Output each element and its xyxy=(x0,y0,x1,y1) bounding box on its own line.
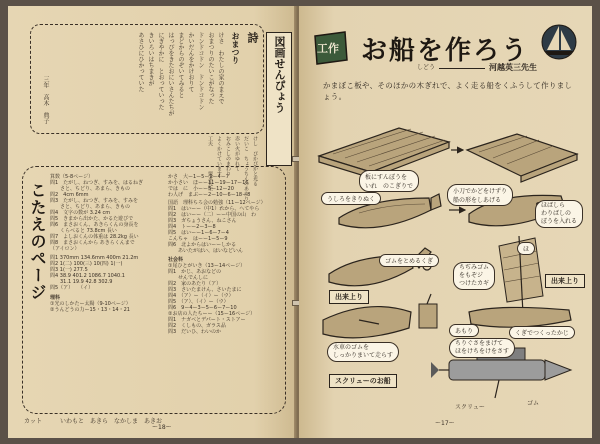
poem-line: おまつりのたいこがなった xyxy=(207,32,214,104)
answer-line: 理科 xyxy=(50,295,61,301)
answer-line: 問3 だいひ、わいのか xyxy=(168,329,221,335)
dekiagari-label-2: 出来上り xyxy=(545,274,585,288)
answer-line: 31.1 19.9 42.8 302.9 xyxy=(50,279,113,285)
answer-line: 問8 まさおくんから あきらくんまで xyxy=(50,240,135,246)
answer-line: 問3 1(一) 277.5 xyxy=(50,267,88,273)
answer-line: 問2 くしもの、ガラス品 xyxy=(168,323,226,329)
review-line: 赤い火がゆれて xyxy=(234,136,240,171)
page-title: お船を作ろう xyxy=(361,36,530,66)
screw-part-label: スクリュー xyxy=(455,404,485,411)
poem-line: まどからのぞいてみると xyxy=(177,32,184,98)
answer-line: ①尾ひとがいき（13ー14ページ） xyxy=(168,263,246,269)
poem-title: おまつり xyxy=(231,32,240,64)
booklet-spread xyxy=(8,6,592,438)
poem-line: きいろいはちまきが xyxy=(147,32,154,86)
answer-line: ②うんどうの力ー15・13・14・21 xyxy=(50,307,130,313)
review-line: けし ぴかぴかと光る xyxy=(252,136,258,186)
poem-line: にぎやかに とおっていった xyxy=(157,32,164,110)
gom-label: ゴム xyxy=(527,400,540,407)
answer-line: ②お店の人たちーー（15ー16ページ） xyxy=(168,311,256,317)
step-label-4: ほばしら わりばしの ぼうを入れる xyxy=(535,200,583,228)
plank-step-2 xyxy=(467,134,577,182)
answers-col2 xyxy=(168,174,278,335)
answer-line: 問2 はいーー（二）ーー中国の山 わ xyxy=(168,212,257,218)
intro-text: かまぼこ板や、そのほかの木ぎれで、よく走る船をくふうして作りましょう。 xyxy=(323,81,573,101)
answer-line: わ人げ まぶーー2ー10ー6ー18ー8 xyxy=(168,192,251,198)
answer-line: 問5 （ア）、（イ）ー（ウ） xyxy=(168,299,229,305)
step-label-10: ちりぐさをまげて ほをけちをけをさす xyxy=(449,338,515,358)
answer-line: 問6 北よからはいーーしかる xyxy=(168,242,237,248)
screw-boat-label: スクリューのお船 xyxy=(329,374,397,388)
step-label-11: くぎでつくったかじ xyxy=(509,326,575,339)
answers-col1 xyxy=(50,174,160,313)
answer-line: 問4 （ア）ー（イ）ー（ウ） xyxy=(168,293,234,299)
answer-line: 問1 かじ、あおなどの xyxy=(168,269,222,275)
craft-tag-label: 工作 xyxy=(317,42,339,55)
answer-line: 問6 9ー4ー3ー5ー6ー7ー10 xyxy=(168,305,237,311)
cut-label: カット xyxy=(24,418,42,425)
answer-line: 問4 38.9 401.2 1086.7 1040.1 xyxy=(50,273,125,279)
answer-line: さと、ちどり、あまら、きもの xyxy=(50,204,131,210)
poem-author: 三年 高木 典子 xyxy=(42,76,49,124)
answer-line: 問3 たがし、ねつぎ、すみを、すみを xyxy=(50,198,138,204)
answer-line: 問7 よしおくんの体重は 28.2kg 長い xyxy=(50,234,139,240)
answer-line: 問1 はいーー（中1）れから、へてやら xyxy=(168,206,260,212)
answer-line: 算数（5-8ページ） xyxy=(50,174,94,180)
poem-line: かいだんをかけおりて xyxy=(187,32,194,92)
byline-rule xyxy=(439,68,485,69)
left-page xyxy=(8,6,297,438)
sailboat-emblem xyxy=(537,20,581,60)
answer-line: 問2 家のあたり（ア） xyxy=(168,281,222,287)
poem-line: ドンドコドン ドンドコドン xyxy=(197,32,204,110)
page-number-right: ー17ー xyxy=(435,420,455,427)
answer-line: 問6 まさおくん、あきらくんの身長を xyxy=(50,222,139,228)
right-page xyxy=(299,6,592,438)
answer-line: では に 小ーー5ー12ー20 xyxy=(168,186,234,192)
poem-line: あさひにひかっていた xyxy=(137,32,144,92)
poem-line: けさ わたしの家のまえで xyxy=(217,32,224,104)
answer-line: 問5 はいーー1ー6ー7ー4 xyxy=(168,230,229,236)
review-banner-text: 図画せんぴょう xyxy=(273,36,286,113)
answer-line: 問2 4cm 6mm xyxy=(50,192,89,198)
review-line: おみこしのまわり xyxy=(225,136,231,176)
answer-line: 問2 1(二) 100(三) 10(四) 1(一) xyxy=(50,261,123,267)
poem-line: はっぴをきたおにいさんたちが xyxy=(167,32,174,116)
hull-step-7 xyxy=(323,307,411,338)
paddle-part xyxy=(419,294,437,328)
step-label-3: うしろをきりぬく xyxy=(321,192,381,205)
answer-line: 国語 理科ちろ会の勉強（11ー12ページ） xyxy=(168,200,266,206)
step-label-8: 水車のゴムを しっかりまいて走らす xyxy=(327,342,399,362)
answer-line: 問1 たがし、ねつぎ、すみを、はるねぎ xyxy=(50,180,143,186)
answer-line: 社会科 xyxy=(168,257,184,263)
byline-name: 河越英三先生 xyxy=(489,63,537,72)
step-label-7: ほ xyxy=(517,242,535,255)
cut-credit: いわもと あきら なかしま あきお xyxy=(60,418,163,425)
step-label-5: ゴムをとめるくぎ xyxy=(379,254,439,267)
answers-title: こたえのページ xyxy=(28,182,47,301)
answer-line: ①光のしかたー太陽（9-10ページ） xyxy=(50,301,131,307)
answer-line: 問1 ナガベとデパート・ストアー xyxy=(168,317,246,323)
answer-line: 問4 文字の数が 3.24 cm xyxy=(50,210,111,216)
page-number-left: ー18ー xyxy=(152,424,172,431)
answer-line: あいたがはい、はいなどいん xyxy=(168,248,244,254)
answer-line: 問3 ガちょうさん、ねこさん xyxy=(168,218,237,224)
answer-line: かさ 大ー1ー5ー9ー4ー7 xyxy=(168,174,229,180)
dekiagari-label-1: 出来上り xyxy=(329,290,369,304)
poem-lines xyxy=(64,32,224,126)
answer-line: 問3 さいたまけん、さいたまに xyxy=(168,287,242,293)
answer-line: 問4 トーー2ー3ー8 xyxy=(168,224,216,230)
byline-label: しどう xyxy=(417,64,436,71)
answer-line: こんちゃ はーー1ー5ー9 xyxy=(168,236,228,242)
answer-line: 問1 370mm 134.6mm 400m 21.2m xyxy=(50,255,139,261)
answer-line: くらべると 73.8cm 長い xyxy=(50,228,117,234)
answer-line: 問5（ア） （イ） xyxy=(50,285,94,291)
answer-line: （アイロン） xyxy=(50,246,80,252)
answer-line: 問5 きまから出かた、かるた遊びで xyxy=(50,216,134,222)
answer-line: か小さい ほーー11ー19ー17ー16 xyxy=(168,180,249,186)
step-label-9: あもり xyxy=(449,324,479,337)
step-label-1: 板にすんぽうを いれ のこぎりで xyxy=(359,170,419,192)
answer-line: さと、ちどり、あまら、きもの xyxy=(50,186,131,192)
poem-section-title: 詩 xyxy=(246,32,259,43)
step-label-2: 小刀でかどをけずり 船の形をしあげる xyxy=(447,184,513,206)
review-line: よくかけています xyxy=(216,136,222,176)
answer-line: せんでんしに xyxy=(168,275,209,281)
step-label-6: ちぢみゴム をもぞジ つけたカギ xyxy=(453,262,495,290)
review-line: 工夫 栗本先生 xyxy=(207,136,213,191)
review-line: だいこ ちょうちんのあかり xyxy=(243,136,249,201)
